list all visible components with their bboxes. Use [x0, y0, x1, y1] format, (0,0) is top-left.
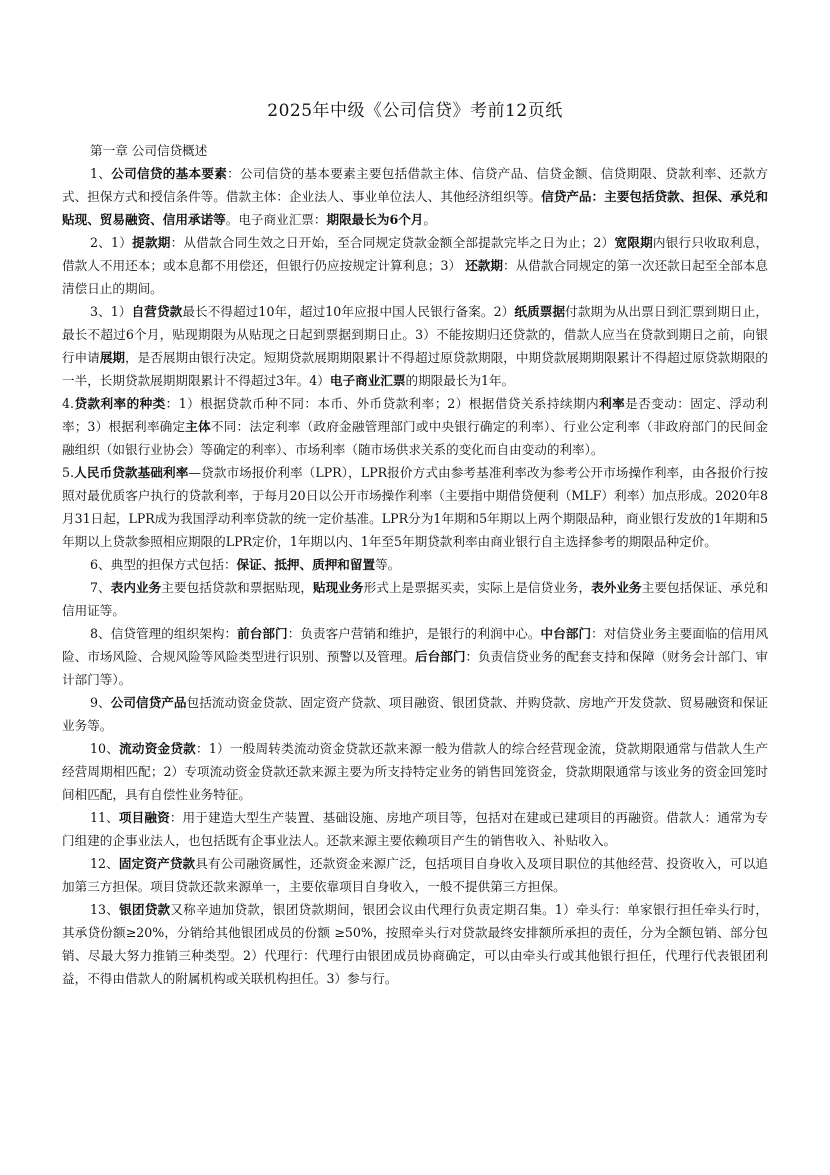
paragraph-10: 10、流动资金贷款：1）一般周转类流动资金贷款还款来源一般为借款人的综合经营现金流，贷款期限通常与借款人生产经营周期相匹配；2）专项流动资金贷款还款来源主要为所支持特定业务的销售回笼资金，贷款期限通常与该业务的资金回笼时间相匹配，具有自偿性业务特征。 — [62, 741, 769, 802]
document-title: 2025年中级《公司信贷》考前12页纸 — [267, 101, 563, 121]
paragraph-13: 13、银团贷款又称辛迪加贷款，银团贷款期间，银团会议由代理行负责定期召集。1）牵头行：单家银行担任牵头行时，其承贷份额≥20%，分销给其他银团成员的份额 ≥50%，按照牵头行对贷款最终安排额所承担的责任，分为全额包销、部分包销、尽最大努力推销三种类型。2）代理行：代理行由银团成员协商确定，可以由牵头行或其他银行担任，代理行代表银团利益，不得由借款人的附属机构或关联机构担任。3）参与行。 — [62, 902, 769, 986]
paragraph-11: 11、项目融资：用于建造大型生产装置、基础设施、房地产项目等，包括对在建或已建项目的再融资。借款人：通常为专门组建的企事业法人，也包括既有企事业法人。还款来源主要依赖项目产生的销售收入、补贴收入。 — [62, 810, 769, 848]
paragraph-3: 3、1）自营贷款最长不得超过10年，超过10年应报中国人民银行备案。2）纸质票据付款期为从出票日到汇票到期日止，最长不超过6个月，贴现期限为从贴现之日起到票据到期日止。3）不能按期归还贷款的，借款人应当在贷款到期日之前，向银行申请展期，是否展期由银行决定。短期贷款展期期限累计不得超过原贷款期限，中期贷款展期期限累计不得超过原贷款期限的一半，长期贷款展期期限累计不得超过3年。4）电子商业汇票的期限最长为1年。 — [62, 304, 769, 388]
paragraph-4: 4.贷款利率的种类：1）根据贷款币种不同：本币、外币贷款利率；2）根据借贷关系持续期内利率是否变动：固定、浮动利率；3）根据利率确定主体不同：法定利率（政府金融管理部门或中央银行确定的利率）、行业公定利率（非政府部门的民间金融组织（如银行业协会）等确定的利率）、市场利率（随市场供求关系的变化而自由变动的利率）。 — [62, 396, 769, 457]
paragraph-9: 9、公司信贷产品包括流动资金贷款、固定资产贷款、项目融资、银团贷款、并购贷款、房地产开发贷款、贸易融资和保证业务等。 — [62, 695, 769, 733]
paragraph-12: 12、固定资产贷款具有公司融资属性，还款资金来源广泛，包括项目自身收入及项目职位的其他经营、投资收入，可以追加第三方担保。项目贷款还款来源单一，主要依靠项目自身收入，一般不提供第三方担保。 — [62, 856, 769, 894]
paragraph-1: 1、公司信贷的基本要素：公司信贷的基本要素主要包括借款主体、信贷产品、信贷金额、信贷期限、贷款利率、还款方式、担保方式和授信条件等。借款主体：企业法人、事业单位法人、其他经济组织等。信贷产品：主要包括贷款、担保、承兑和贴现、贸易融资、信用承诺等。电子商业汇票：期限最长为6个月。 — [62, 166, 769, 227]
paragraph-6: 6、典型的担保方式包括：保证、抵押、质押和留置等。 — [90, 557, 401, 572]
paragraph-2: 2、1）提款期：从借款合同生效之日开始，至合同规定贷款金额全部提款完毕之日为止；2）宽限期内银行只收取利息，借款人不用还本；或本息都不用偿还，但银行仍应按规定计算利息；3） 还款期：从借款合同规定的第一次还款日起至全部本息清偿日止的期间。 — [62, 235, 769, 296]
paragraph-5: 5.人民币贷款基础利率—贷款市场报价利率（LPR），LPR报价方式由参考基准利率改为参考公开市场操作利率，由各报价行按照对最优质客户执行的贷款利率，于每月20日以公开市场操作利率（主要指中期借贷便利（MLF）利率）加点形成。2020年8月31日起，LPR成为我国浮动利率贷款的统一定价基准。LPR分为1年期和5年期以上两个期限品种，商业银行发放的1年期和5年期以上贷款参照相应期限的LPR定价，1年期以内、1年至5年期贷款利率由商业银行自主选择参考的期限品种定价。 — [62, 465, 769, 549]
chapter-heading: 第一章 公司信贷概述 — [90, 143, 208, 158]
paragraph-8: 8、信贷管理的组织架构：前台部门：负责客户营销和维护，是银行的利润中心。中台部门：对信贷业务主要面临的信用风险、市场风险、合规风险等风险类型进行识别、预警以及管理。后台部门：负责信贷业务的配套支持和保障（财务会计部门、审计部门等）。 — [62, 626, 769, 687]
paragraph-7: 7、表内业务主要包括贷款和票据贴现，贴现业务形式上是票据买卖，实际上是信贷业务，表外业务主要包括保证、承兑和信用证等。 — [62, 580, 769, 618]
